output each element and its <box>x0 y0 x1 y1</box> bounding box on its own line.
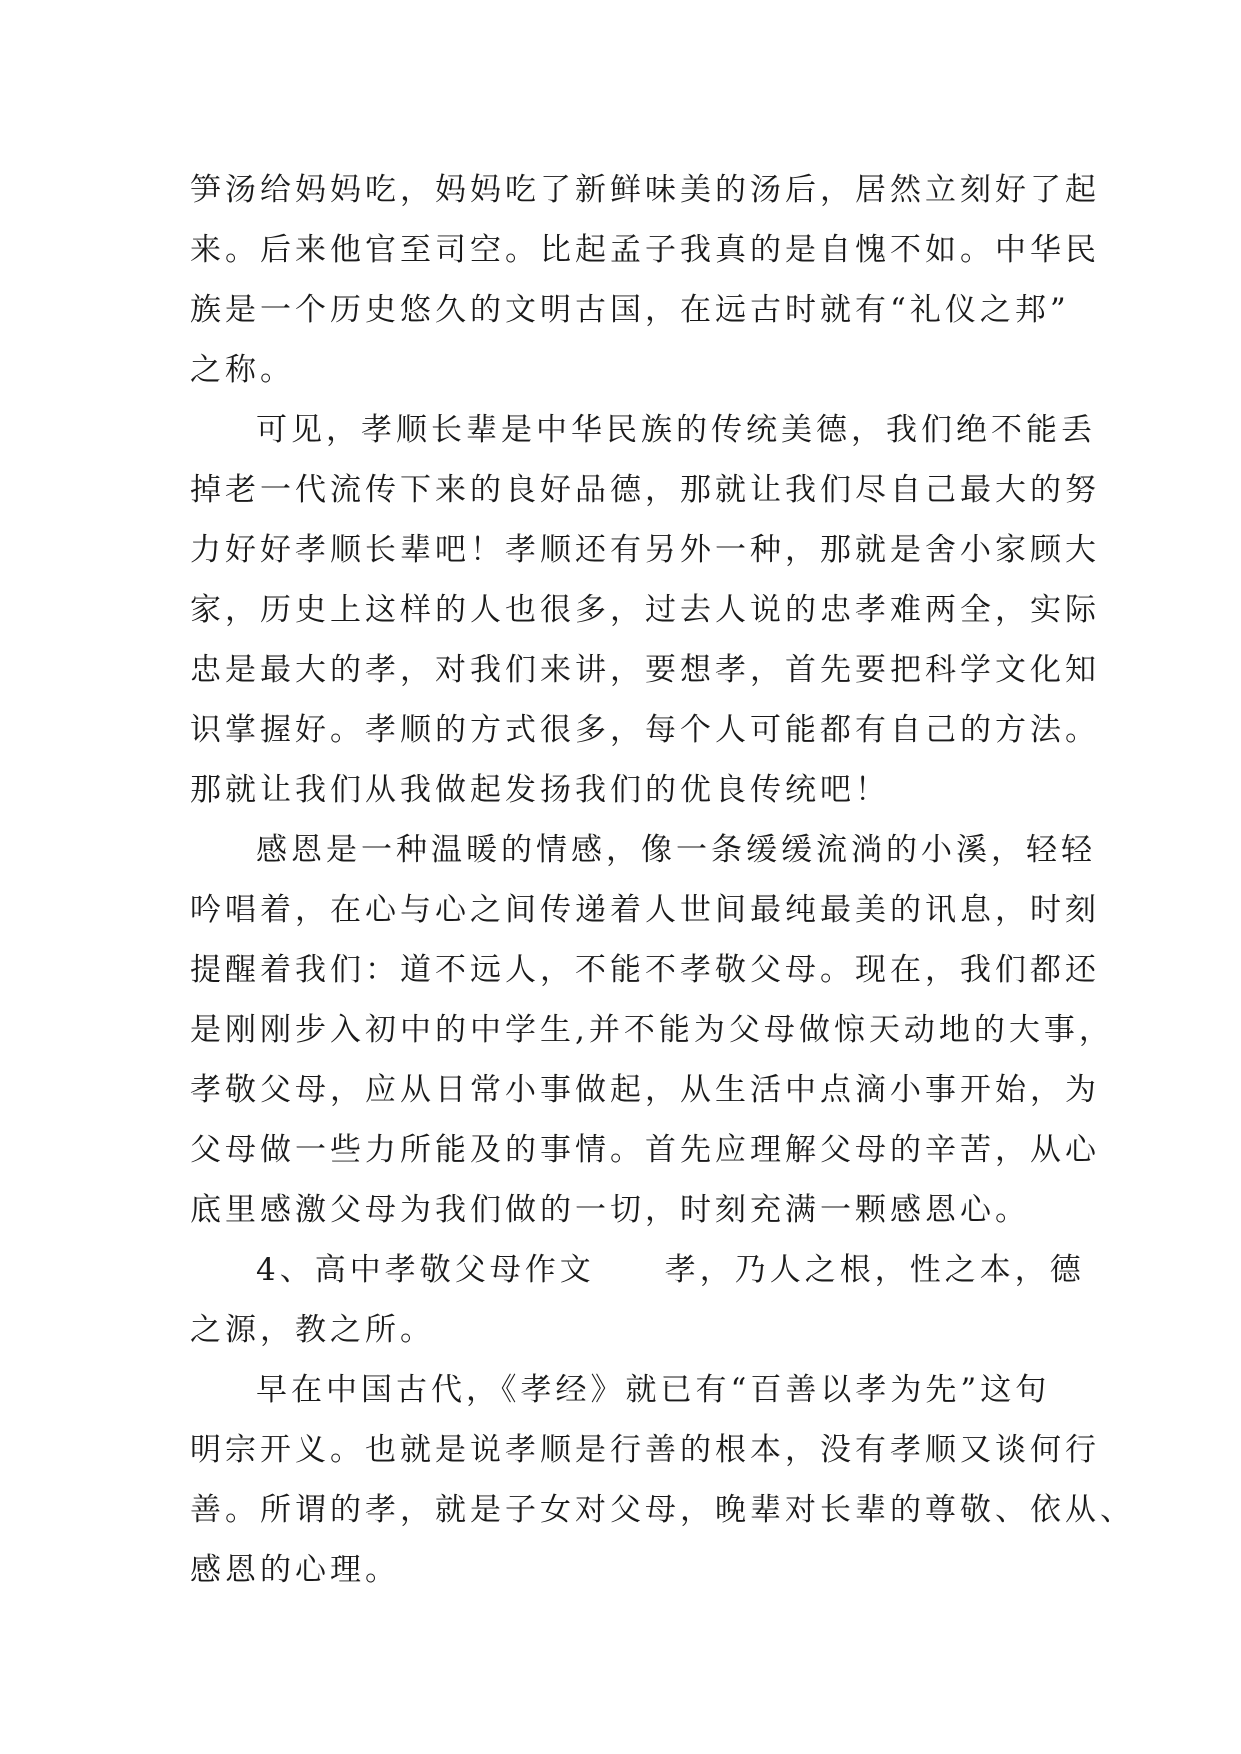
text-line: 是刚刚步入初中的中学生,并不能为父母做惊天动地的大事， <box>190 1012 1114 1048</box>
text-line: 之称。 <box>190 352 295 388</box>
text-line: 感恩是一种温暖的情感，像一条缓缓流淌的小溪，轻轻 <box>256 832 1096 868</box>
section-heading-line: 4、高中孝敬父母作文 孝，乃人之根，性之本，德 <box>256 1252 1085 1288</box>
text-line: 家，历史上这样的人也很多，过去人说的忠孝难两全，实际 <box>190 592 1100 628</box>
text-line: 识掌握好。孝顺的方式很多，每个人可能都有自己的方法。 <box>190 712 1100 748</box>
text-line: 提醒着我们：道不远人，不能不孝敬父母。现在，我们都还 <box>190 952 1100 988</box>
text-line: 感恩的心理。 <box>190 1552 400 1588</box>
text-line: 族是一个历史悠久的文明古国，在远古时就有“礼仪之邦” <box>190 292 1070 328</box>
text-line: 那就让我们从我做起发扬我们的优良传统吧！ <box>190 772 890 808</box>
text-line: 善。所谓的孝，就是子女对父母，晚辈对长辈的尊敬、依从、 <box>190 1492 1135 1528</box>
text-line: 父母做一些力所能及的事情。首先应理解父母的辛苦，从心 <box>190 1132 1100 1168</box>
text-line: 之源，教之所。 <box>190 1312 435 1348</box>
text-line: 孝敬父母，应从日常小事做起，从生活中点滴小事开始，为 <box>190 1072 1100 1108</box>
text-line: 掉老一代流传下来的良好品德，那就让我们尽自己最大的努 <box>190 472 1100 508</box>
text-line: 忠是最大的孝，对我们来讲，要想孝，首先要把科学文化知 <box>190 652 1100 688</box>
text-line: 可见，孝顺长辈是中华民族的传统美德，我们绝不能丢 <box>256 412 1096 448</box>
text-line: 早在中国古代，《孝经》就已有“百善以孝为先”这句 <box>256 1372 1051 1408</box>
text-line: 吟唱着，在心与心之间传递着人世间最纯最美的讯息，时刻 <box>190 892 1100 928</box>
text-line: 来。后来他官至司空。比起孟子我真的是自愧不如。中华民 <box>190 232 1100 268</box>
text-line: 力好好孝顺长辈吧！孝顺还有另外一种，那就是舍小家顾大 <box>190 532 1100 568</box>
text-line: 明宗开义。也就是说孝顺是行善的根本，没有孝顺又谈何行 <box>190 1432 1100 1468</box>
text-line: 笋汤给妈妈吃，妈妈吃了新鲜味美的汤后，居然立刻好了起 <box>190 172 1100 208</box>
document-body <box>190 160 1135 1600</box>
text-line: 底里感激父母为我们做的一切，时刻充满一颗感恩心。 <box>190 1192 1030 1228</box>
